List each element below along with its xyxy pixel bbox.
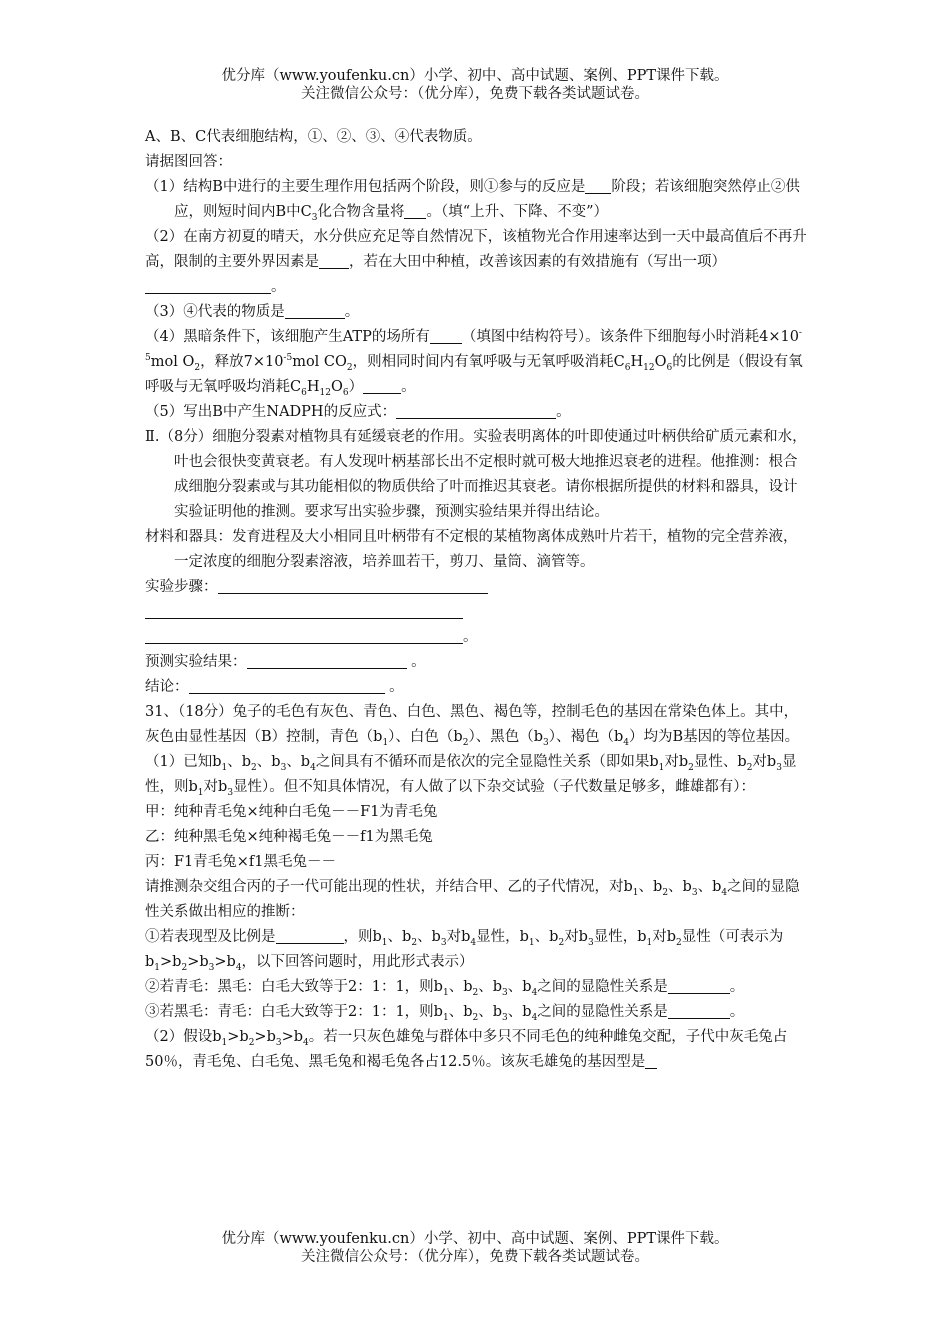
answer-blank[interactable] xyxy=(145,601,463,619)
answer-blank[interactable] xyxy=(404,201,426,219)
q1-intro: A、B、C代表细胞结构，①、②、③、④代表物质。 xyxy=(145,129,482,145)
q31-case-2: ②若青毛：黑毛：白毛大致等于2：1：1，则$b_1$、$b_2$、$b_3$、$b_4$之间的显隐性关系是 。 xyxy=(145,975,810,1000)
q31-cross-3: 丙：F1青毛兔×f1黑毛兔－－ xyxy=(145,854,337,870)
document-body xyxy=(145,125,810,1075)
q1-part3: （3）④代表的物质是 。 xyxy=(145,300,810,325)
q2-conclusion: 结论： 。 xyxy=(145,675,810,700)
answer-blank[interactable] xyxy=(363,376,401,394)
answer-blank[interactable] xyxy=(189,676,385,694)
header-line-2: 关注微信公众号：（优分库），免费下载各类试题试卷。 xyxy=(301,86,649,102)
answer-blank[interactable] xyxy=(585,176,611,194)
answer-blank[interactable] xyxy=(319,251,349,269)
q1-part1: （1）结构B中进行的主要生理作用包括两个阶段，则①参与的反应是 阶段；若该细胞突然停止②供应，则短时间内B中$C_3$化合物含量将 。（填“上升、下降、不变”） xyxy=(145,175,810,225)
answer-blank[interactable] xyxy=(218,576,488,594)
q31-case-3: ③若黑毛：青毛：白毛大致等于2：1：1，则$b_1$、$b_2$、$b_3$、$b_4$之间的显隐性关系是 。 xyxy=(145,1000,810,1025)
q31-cross-1: 甲：纯种青毛兔×纯种白毛兔－－F1为青毛兔 xyxy=(145,804,438,820)
q31-part1: （1）已知$b_1$、$b_2$、$b_3$、$b_4$之间具有不循环而是依次的完全显隐性关系（即如果$b_1$对$b_2$显性、$b_2$对$b_3$显性，则$b_1$对$b_3$显性）。但不知具体情况，有人做了以下杂交试验（子代数量足够多，雌雄都有）： xyxy=(145,754,797,798)
q31-intro: 31、（18分）兔子的毛色有灰色、青色、白色、黑色、褐色等，控制毛色的基因在常染色体上。其中，灰色由显性基因（B）控制，青色$(b_1)$、白色$(b_2)$、黑色$(b_3)$、褐色$(b_4)$均为B基因的等位基因。 xyxy=(145,704,800,748)
answer-blank[interactable] xyxy=(145,626,463,644)
q31-case-1: ①若表现型及比例是 ，则$b_1$、$b_2$、$b_3$对$b_4$显性，$b_1$、$b_2$对$b_3$显性，$b_1$对$b_2$显性（可表示为$b_1>b_2>b_3>b_4$，以下回答问题时，用此形式表示） xyxy=(145,925,810,975)
header-line-1: 优分库（www.youfenku.cn）小学、初中、高中试题、案例、PPT课件下载。 xyxy=(221,68,729,84)
q1-part4: （4）黑暗条件下，该细胞产生ATP的场所有 （填图中结构符号）。该条件下细胞每小时消耗$4\times 10^{-5}mol$ $O_2$，释放$7\times 10^{-5}mol$ $CO_2$，则相同时间内有氧呼吸与无氧呼吸消耗$C_6H_{12}O_6$的比例是（假设有氧呼吸与无氧呼吸均消耗$C_6H_{12}O_6$） 。 xyxy=(145,325,810,400)
q2-steps-line2 xyxy=(145,600,810,625)
q2-steps: 实验步骤： xyxy=(145,575,810,600)
footer-line-2: 关注微信公众号：（优分库），免费下载各类试题试卷。 xyxy=(301,1249,649,1265)
answer-blank[interactable] xyxy=(668,976,730,994)
q1-part2: （2）在南方初夏的晴天，水分供应充足等自然情况下，该植物光合作用速率达到一天中最高值后不再升高，限制的主要外界因素是 ，若在大田中种植，改善该因素的有效措施有（写出一项） 。 xyxy=(145,229,807,295)
q2-steps-line3: 。 xyxy=(145,625,810,650)
answer-blank[interactable] xyxy=(276,926,344,944)
page-footer xyxy=(0,1230,950,1266)
q2-intro: Ⅱ.（8分）细胞分裂素对植物具有延缓衰老的作用。实验表明离体的叶即使通过叶柄供给矿质元素和水，叶也会很快变黄衰老。有人发现叶柄基部长出不定根时就可极大地推迟衰老的进程。他推测：根合成细胞分裂素或与其功能相似的物质供给了叶而推迟其衰老。请你根据所提供的材料和器具，设计实验证明他的推测。要求写出实验步骤，预测实验结果并得出结论。 xyxy=(145,429,807,520)
q2-materials: 材料和器具：发育进程及大小相同且叶柄带有不定根的某植物离体成熟叶片若干，植物的完全营养液，一定浓度的细胞分裂素溶液，培养皿若干，剪刀、量筒、滴管等。 xyxy=(145,529,798,570)
answer-blank[interactable] xyxy=(285,301,345,319)
q31-cross-2: 乙：纯种黑毛兔×纯种褐毛兔－－f1为黑毛兔 xyxy=(145,829,433,845)
answer-blank[interactable] xyxy=(396,401,556,419)
answer-blank[interactable] xyxy=(145,276,271,294)
answer-blank[interactable] xyxy=(668,1001,730,1019)
q2-predict: 预测实验结果： 。 xyxy=(145,650,810,675)
answer-blank[interactable] xyxy=(430,326,462,344)
q1-prompt: 请据图回答： xyxy=(145,154,232,170)
q31-part2: （2）假设$b_1>b_2>b_3>b_4$。若一只灰色雄兔与群体中多只不同毛色的纯种雌兔交配，子代中灰毛兔占50％，青毛兔、白毛兔、黑毛兔和褐毛兔各占12.5％。该灰毛雄兔的基因型是 xyxy=(145,1029,788,1070)
page-header xyxy=(0,67,950,103)
answer-blank[interactable] xyxy=(247,651,407,669)
answer-blank[interactable] xyxy=(645,1051,657,1069)
footer-line-1: 优分库（www.youfenku.cn）小学、初中、高中试题、案例、PPT课件下载。 xyxy=(221,1231,729,1247)
q1-part5: （5）写出B中产生NADPH的反应式： 。 xyxy=(145,400,810,425)
q31-infer: 请推测杂交组合丙的子一代可能出现的性状，并结合甲、乙的子代情况，对$b_1$、$b_2$、$b_3$、$b_4$之间的显隐性关系做出相应的推断： xyxy=(145,879,800,920)
